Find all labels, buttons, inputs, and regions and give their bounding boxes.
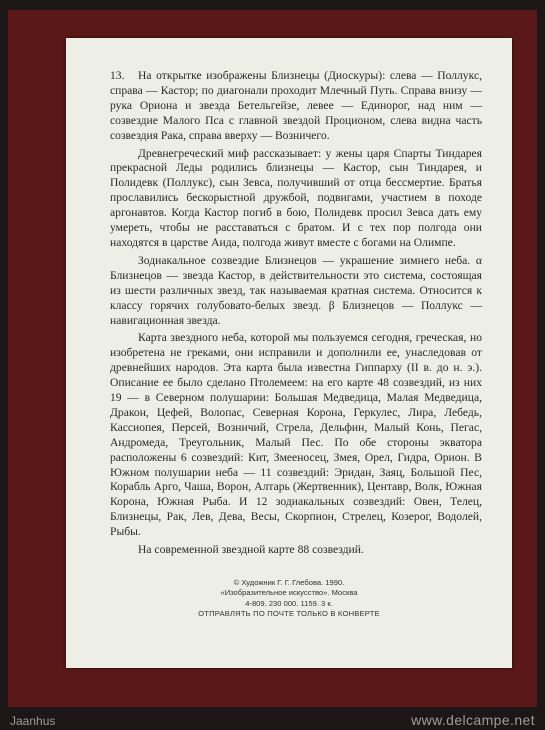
paragraph-text: На открытке изображены Близнецы (Диоскуры): слева — Поллукс, справа — Кастор; по диагонали проходит Млечный Путь. Справа внизу — рука Ориона и звезда Бетельгейзе, левее — Единорог, над ним — созвездие Малого Пса с главной звездой Проционом, слева видна часть созвездия Рака, справа вверху — Возничего. (110, 69, 482, 142)
paragraph-star-map: Карта звездного неба, которой мы пользуемся сегодня, греческая, но изобретена не греками, они исправили и дополнили ее, унаследовав от древнейших народов. Эта карта была известна Гиппарху (II в. до н. э.). Описание ее было сделано Птолемеем: на его карте 48 созвездий, из них 19 — в Северном полушарии: Большая Медведица, Малая Медведица, Дракон, Цефей, Волопас, Северная Корона, Геркулес, Лира, Лебедь, Кассиопея, Персей, Возничий, Стрела, Дельфин, Малый Конь, Пегас, Андромеда, Треугольник, Малый Пес. По обе стороны экватора расположены 6 созвездий: Кит, Змееносец, Змея, Орел, Гидра, Орион. В Южном полушарии неба — 11 созвездий: Эридан, Заяц, Большой Пес, Корабль Арго, Чаша, Ворон, Алтарь (Жертвенник), Центавр, Волк, Южная Корона, Южная Рыба. И 12 зодиакальных созвездий: Овен, Телец, Близнецы, Рак, Лев, Дева, Весы, Скорпион, Стрелец, Козерог, Водолей, Рыбы. (110, 331, 482, 539)
print-code: 4-809. 230 000. 1159. 3 к. (245, 598, 333, 608)
mailing-note: ОТПРАВЛЯТЬ ПО ПОЧТЕ ТОЛЬКО В КОНВЕРТЕ (198, 609, 380, 619)
imprint (66, 578, 512, 620)
paragraph-intro (110, 69, 482, 144)
seller-watermark: Jaanhus (10, 714, 56, 728)
paragraph-constellation: Зодиакальное созвездие Близнецов — украшение зимнего неба. α Близнецов — звезда Кастор, в действительности это система, состоящая из шести различных звезд, так называемая кратная система. Относится к классу горячих голубовато-белых звезд. β Близнецов — Поллукс — навигационная звезда. (110, 253, 482, 327)
postcard-back (66, 38, 512, 668)
description-text (110, 69, 482, 558)
site-watermark: www.delcampe.net (411, 712, 535, 728)
card-number: 13. (110, 69, 125, 82)
artist-credit: © Художник Г. Г. Глебова. 1990. (233, 578, 345, 587)
paragraph-myth: Древнегреческий миф рассказывает: у жены царя Спарты Тиндарея прекрасной Леды родились близнецы — Кастор, сын Тиндарея, и Полидевк (Поллукс), сын Зевса, получивший от отца бессмертие. Братья прославились бескорыстной дружбой, подвигами, участием в походе аргонавтов. Когда Кастор погиб в бою, Полидевк просил Зевса дать ему умереть, чтобы не расставаться с братом. И с тех пор полгода они находятся в царстве Аида, полгода живут вместе с богами на Олимпе. (110, 146, 482, 249)
paragraph-modern-map: На современной звездной карте 88 созвездий. (138, 543, 364, 557)
publisher-credit: «Изобразительное искусство». Москва (220, 588, 358, 598)
